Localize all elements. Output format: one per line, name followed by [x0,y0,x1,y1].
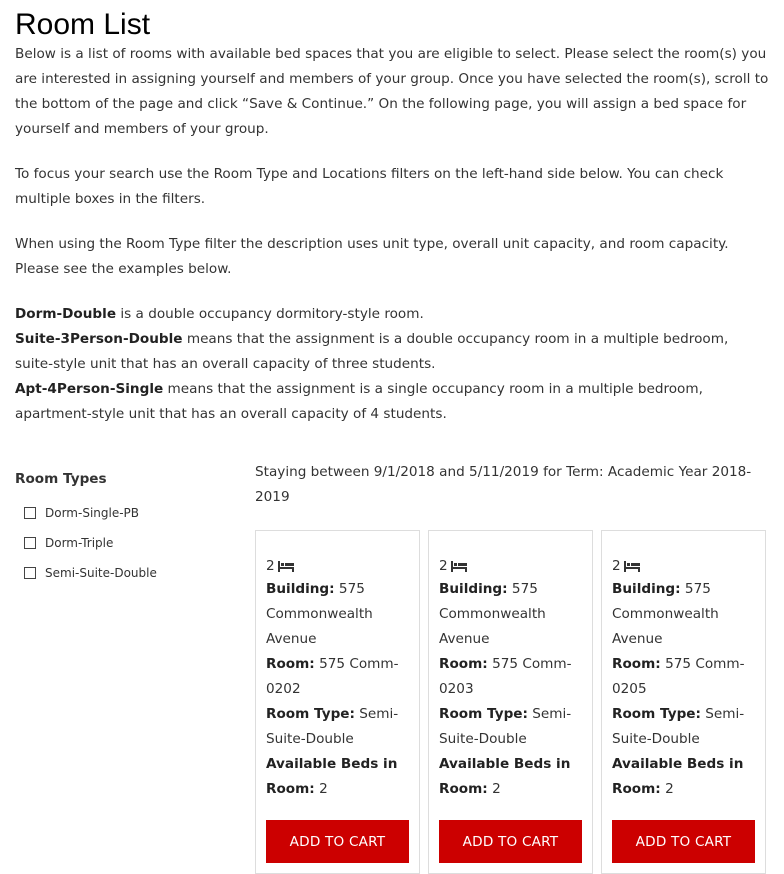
filter-option-label: Dorm-Single-PB [45,506,140,520]
filter-option-dorm-single-pb[interactable] [24,498,235,528]
bed-count [439,555,582,577]
room-type-line [439,702,582,752]
available-beds-line [612,752,755,802]
example-text: means that the assignment is a single occupancy room in a multiple bedroom, apartment-style unit that has an overall capacity of 4 students. [15,381,703,422]
term-dates: Staying between 9/1/2018 and 5/11/2019 for Term: Academic Year 2018-2019 [255,464,752,505]
room-line [439,652,582,702]
add-to-cart-button[interactable]: ADD TO CART [439,820,582,863]
bed-count-value: 2 [612,558,621,574]
intro-paragraph-2: To focus your search use the Room Type and Locations filters on the left-hand side below. You can check multiple boxes in the filters. [15,166,724,207]
bed-icon [278,561,294,572]
available-beds-value: 2 [492,781,501,797]
room-type-value: Semi-Suite-Double [612,706,745,747]
room-type-label: Room Type: [266,706,355,722]
room-type-label: Room Type: [612,706,701,722]
example-apt-4person-single [15,377,770,427]
available-beds-line [439,752,582,802]
room-type-line [266,702,409,752]
room-type-value: Semi-Suite-Double [439,706,572,747]
room-line [266,652,409,702]
filter-option-label: Dorm-Triple [45,536,114,550]
checkbox[interactable] [24,507,36,519]
example-term: Dorm-Double [15,306,117,322]
building-label: Building: [266,581,335,597]
bed-count [612,555,755,577]
room-types-filter-list [15,498,235,588]
filter-option-label: Semi-Suite-Double [45,566,157,580]
intro-paragraph-1: Below is a list of rooms with available bed spaces that you are eligible to select. Please select the room(s) you are interested in assigning yourself and members of your group. Once you have selected the room(s), scroll to the bottom of the page and click “Save & Continue.” On the following page, you will assign a bed space for yourself and members of your group. [15,46,769,137]
building-value: 575 Commonwealth Avenue [612,581,719,647]
available-beds-label: Available Beds in Room: [612,756,744,797]
room-types-filter-title: Room Types [15,471,107,487]
building-label: Building: [612,581,681,597]
bed-count [266,555,409,577]
available-beds-label: Available Beds in Room: [439,756,571,797]
example-term: Apt-4Person-Single [15,381,164,397]
bed-count-value: 2 [266,558,275,574]
filter-sidebar [15,466,235,588]
room-results [255,460,770,874]
building-line [612,577,755,652]
filter-option-semi-suite-double[interactable] [24,558,235,588]
available-beds-value: 2 [319,781,328,797]
bed-icon [451,561,467,572]
room-line [612,652,755,702]
room-list-page [15,0,770,850]
checkbox[interactable] [24,537,36,549]
room-label: Room: [439,656,488,672]
room-value: 575 Comm-0202 [266,656,399,697]
building-line [266,577,409,652]
building-value: 575 Commonwealth Avenue [266,581,373,647]
room-type-value: Semi-Suite-Double [266,706,399,747]
room-value: 575 Comm-0203 [439,656,572,697]
checkbox[interactable] [24,567,36,579]
building-label: Building: [439,581,508,597]
example-suite-3person-double [15,327,770,377]
example-text: means that the assignment is a double occupancy room in a multiple bedroom, suite-style unit that has an overall capacity of three students. [15,331,729,372]
available-beds-line [266,752,409,802]
room-card [601,530,766,874]
available-beds-value: 2 [665,781,674,797]
room-label: Room: [612,656,661,672]
building-line [439,577,582,652]
example-text: is a double occupancy dormitory-style room. [116,306,424,322]
add-to-cart-button[interactable]: ADD TO CART [266,820,409,863]
room-card [255,530,420,874]
room-type-line [612,702,755,752]
room-card [428,530,593,874]
intro-text [15,42,770,427]
example-dorm-double [15,302,770,327]
filter-option-dorm-triple[interactable] [24,528,235,558]
bed-icon [624,561,640,572]
page-title: Room List [15,8,151,41]
example-term: Suite-3Person-Double [15,331,183,347]
room-value: 575 Comm-0205 [612,656,745,697]
room-cards [255,530,770,874]
bed-count-value: 2 [439,558,448,574]
building-value: 575 Commonwealth Avenue [439,581,546,647]
intro-paragraph-3: When using the Room Type filter the description uses unit type, overall unit capacity, and room capacity. Please see the examples below. [15,236,729,277]
add-to-cart-button[interactable]: ADD TO CART [612,820,755,863]
available-beds-label: Available Beds in Room: [266,756,398,797]
room-label: Room: [266,656,315,672]
room-type-label: Room Type: [439,706,528,722]
